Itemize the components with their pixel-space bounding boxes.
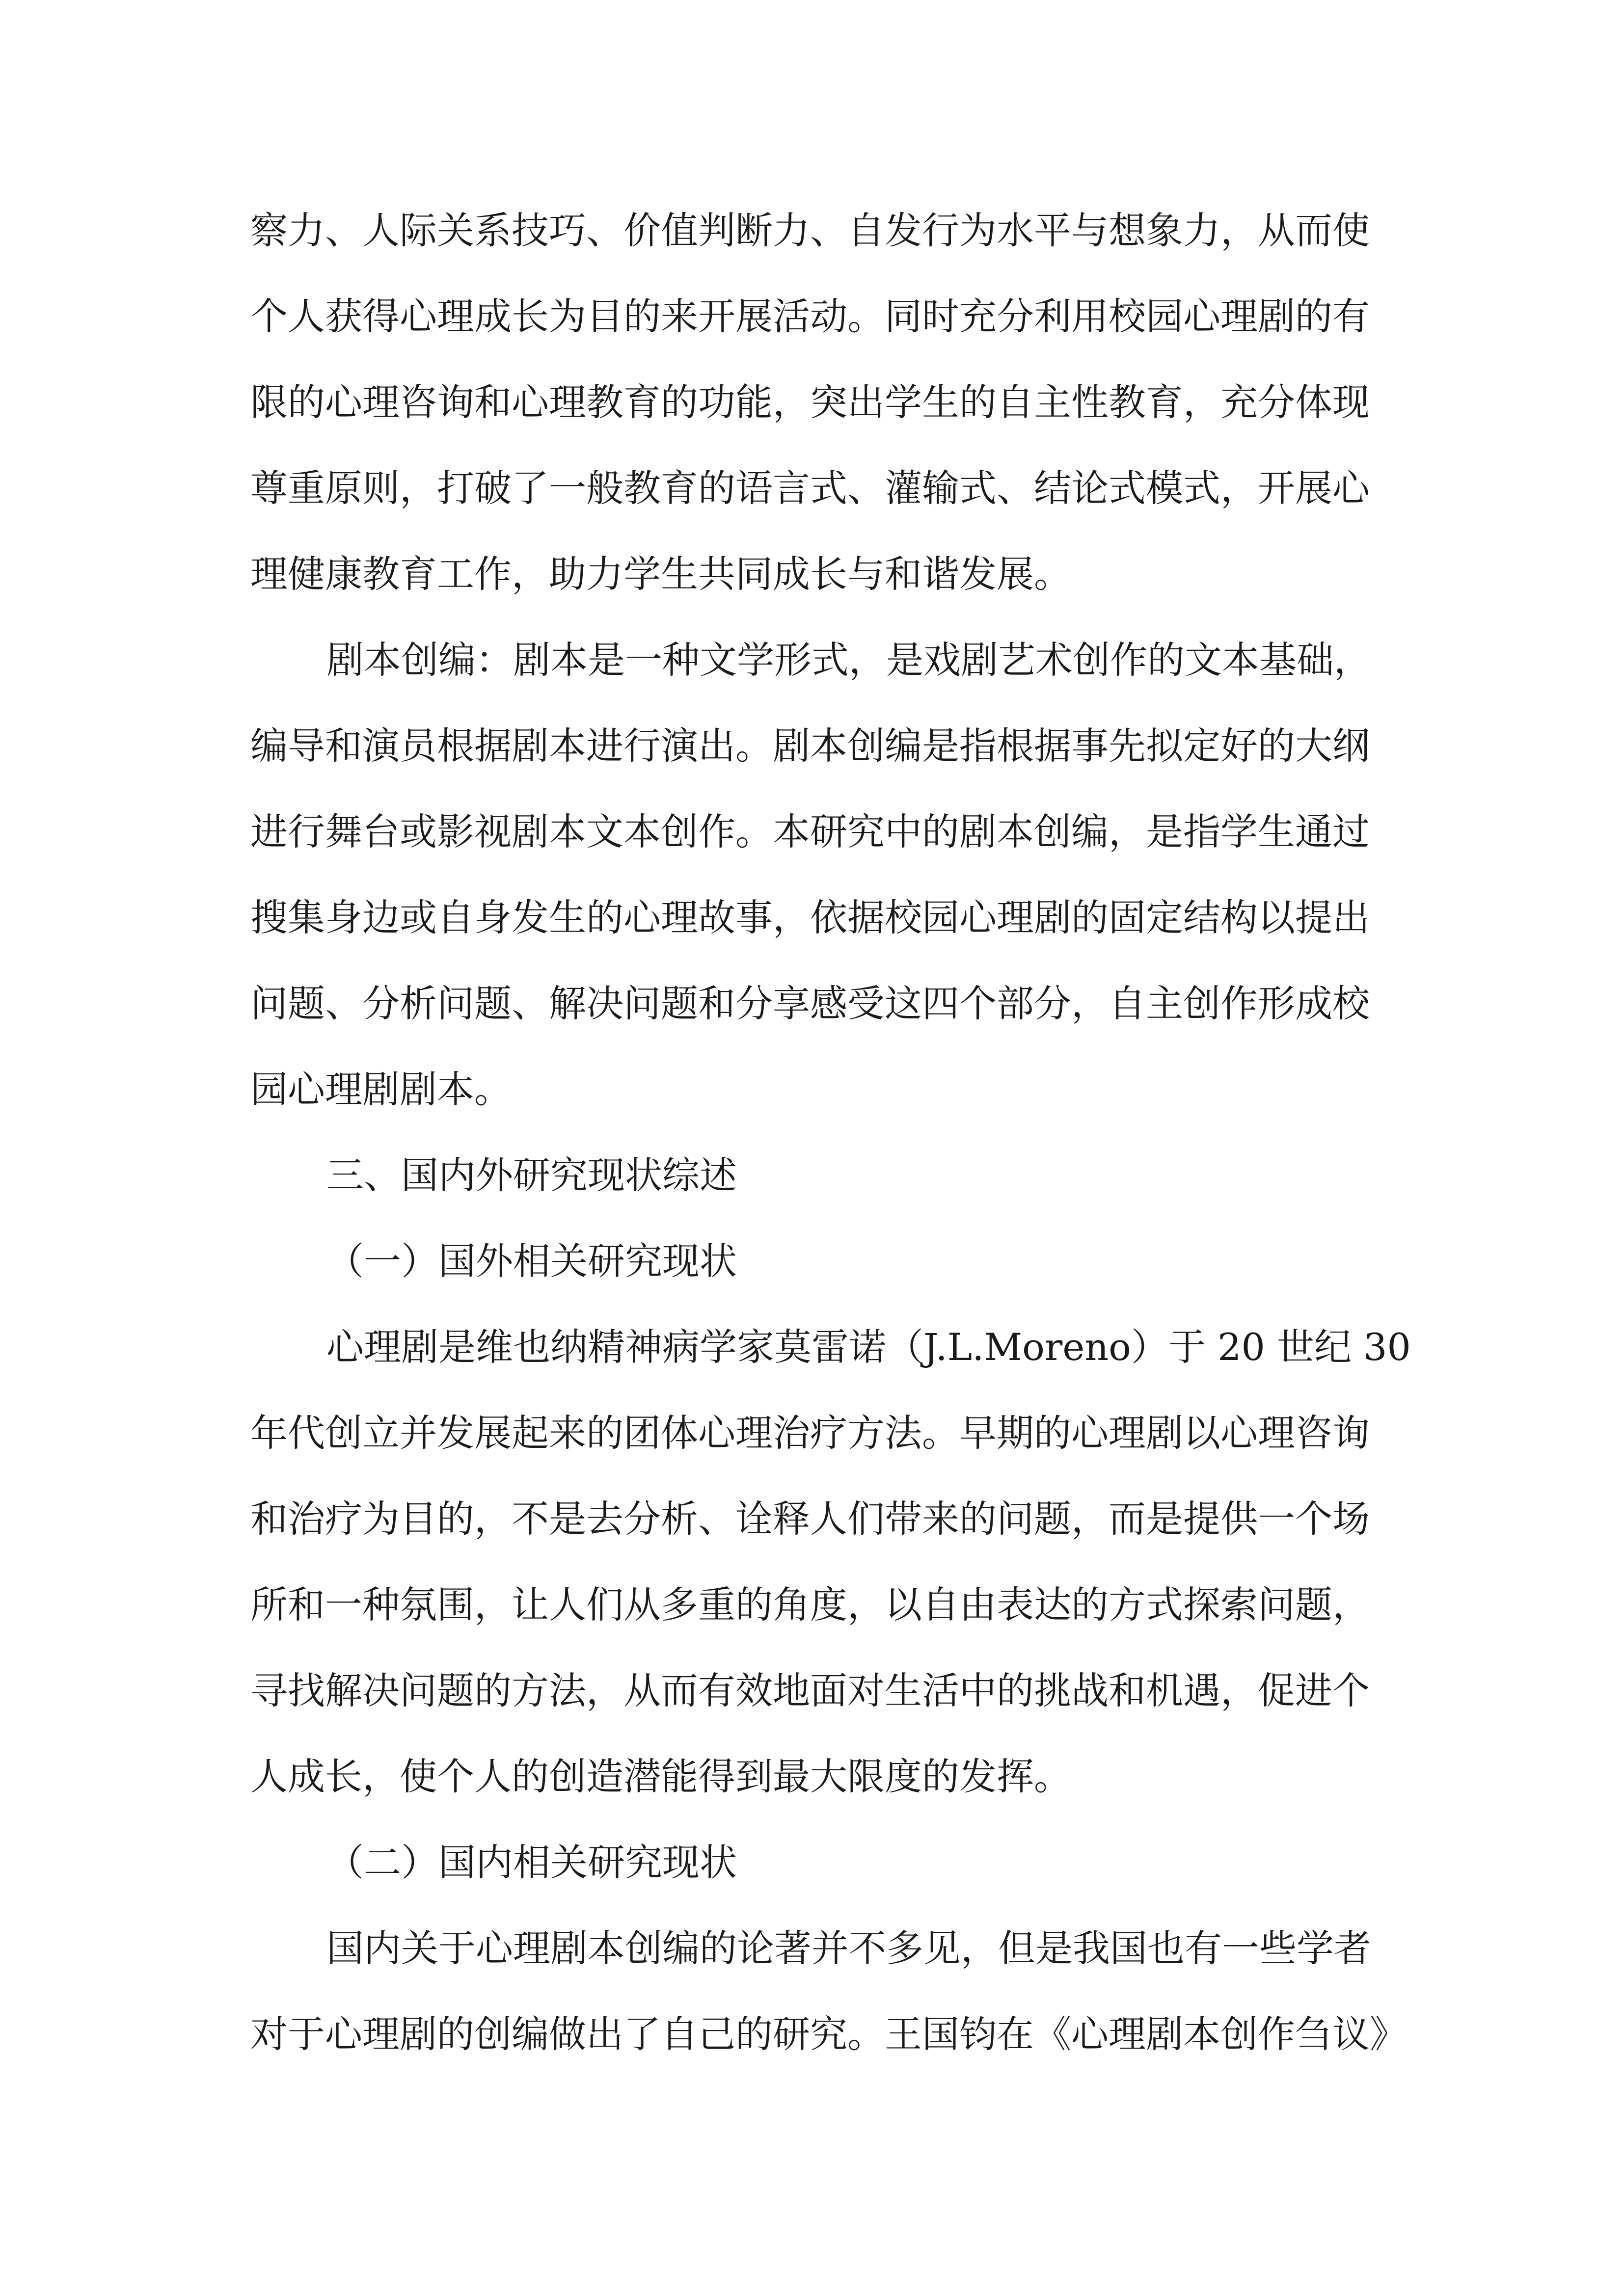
body-text-line: 所和一种氛围，让人们从多重的角度，以自由表达的方式探索问题，	[250, 1583, 1370, 1627]
body-text-line: 国内关于心理剧本创编的论著并不多见，但是我国也有一些学者	[326, 1926, 1371, 1970]
body-text-line: 问题、分析问题、解决问题和分享感受这四个部分，自主创作形成校	[250, 982, 1370, 1025]
body-text-line: 编导和演员根据剧本进行演出。剧本创编是指根据事先拟定好的大纲	[250, 724, 1370, 768]
body-text-line: 园心理剧剧本。	[250, 1068, 512, 1111]
body-text-line: 对于心理剧的创编做出了自己的研究。王国钧在《心理剧本创作刍议》	[250, 2012, 1407, 2056]
body-text-line: 寻找解决问题的方法，从而有效地面对生活中的挑战和机遇，促进个	[250, 1669, 1370, 1712]
body-text-line: 理健康教育工作，助力学生共同成长与和谐发展。	[250, 552, 1071, 596]
body-text-line: 和治疗为目的，不是去分析、诠释人们带来的问题，而是提供一个场	[250, 1497, 1370, 1541]
section-heading: 三、国内外研究现状综述	[326, 1153, 737, 1197]
body-text-line: 剧本创编：剧本是一种文学形式，是戏剧艺术创作的文本基础，	[326, 638, 1371, 682]
body-text-line: 搜集身边或自身发生的心理故事，依据校园心理剧的固定结构以提出	[250, 896, 1370, 939]
subsection-heading: （二）国内相关研究现状	[326, 1841, 737, 1884]
body-text-line: 心理剧是维也纳精神病学家莫雷诺（J.L.Moreno）于 20 世纪 30	[326, 1325, 1411, 1369]
body-text-line: 进行舞台或影视剧本文本创作。本研究中的剧本创编，是指学生通过	[250, 810, 1370, 854]
body-text-line: 限的心理咨询和心理教育的功能，突出学生的自主性教育，充分体现	[250, 380, 1370, 424]
body-text-line: 察力、人际关系技巧、价值判断力、自发行为水平与想象力，从而使	[250, 209, 1370, 252]
body-text-line: 人成长，使个人的创造潜能得到最大限度的发挥。	[250, 1755, 1071, 1798]
body-text-line: 年代创立并发展起来的团体心理治疗方法。早期的心理剧以心理咨询	[250, 1411, 1370, 1455]
body-text-line: 尊重原则，打破了一般教育的语言式、灌输式、结论式模式，开展心	[250, 466, 1370, 510]
body-text-line: 个人获得心理成长为目的来开展活动。同时充分利用校园心理剧的有	[250, 294, 1370, 338]
subsection-heading: （一）国外相关研究现状	[326, 1239, 737, 1283]
